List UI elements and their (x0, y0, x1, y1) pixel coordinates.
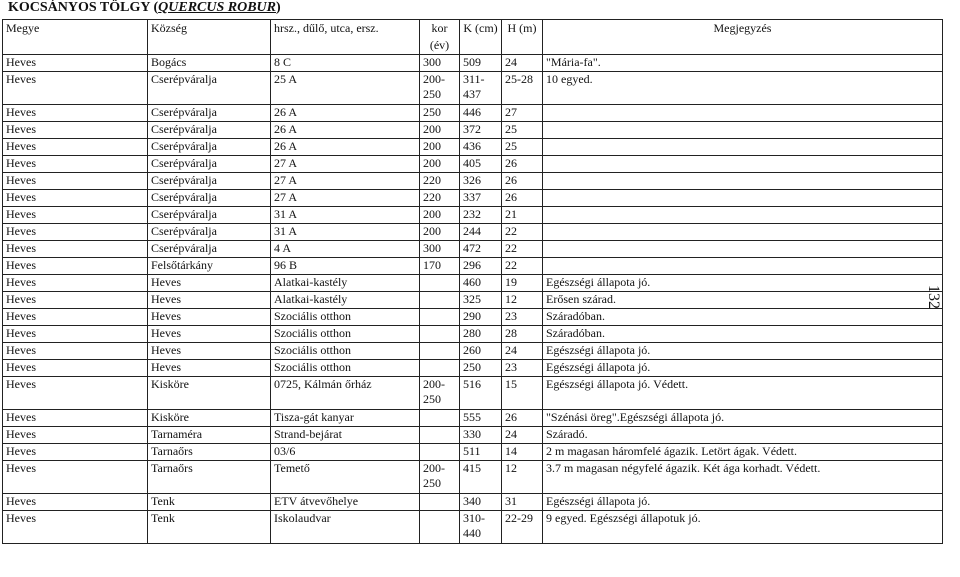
cell-hrsz: Temető (271, 461, 420, 494)
cell-megye: Heves (3, 309, 148, 326)
cell-megye: Heves (3, 461, 148, 494)
cell-kor: 250 (420, 105, 460, 122)
cell-kozseg: Tenk (148, 511, 271, 544)
cell-h: 22 (502, 241, 543, 258)
cell-megj: Száradó. (543, 427, 943, 444)
cell-h: 12 (502, 461, 543, 494)
table-row (3, 410, 943, 427)
cell-h: 22 (502, 258, 543, 275)
cell-hrsz: Iskolaudvar (271, 511, 420, 544)
cell-megj: "Szénási öreg".Egészségi állapota jó. (543, 410, 943, 427)
cell-k: 244 (460, 224, 502, 241)
cell-kor (420, 444, 460, 461)
cell-kozseg: Cserépváralja (148, 139, 271, 156)
cell-kor: 300 (420, 55, 460, 72)
table-row (3, 105, 943, 122)
cell-megye: Heves (3, 377, 148, 410)
cell-k: 250 (460, 360, 502, 377)
cell-k: 296 (460, 258, 502, 275)
table-row (3, 343, 943, 360)
cell-kozseg: Cserépváralja (148, 72, 271, 105)
cell-h: 15 (502, 377, 543, 410)
cell-kor (420, 410, 460, 427)
cell-hrsz: 27 A (271, 190, 420, 207)
cell-k: 311-437 (460, 72, 502, 105)
cell-kozseg: Tarnaméra (148, 427, 271, 444)
cell-hrsz: Strand-bejárat (271, 427, 420, 444)
table-row (3, 511, 943, 544)
cell-kozseg: Heves (148, 360, 271, 377)
cell-megj (543, 190, 943, 207)
cell-hrsz: Alatkai-kastély (271, 275, 420, 292)
cell-megj: Száradóban. (543, 309, 943, 326)
cell-megye: Heves (3, 275, 148, 292)
cell-hrsz: Alatkai-kastély (271, 292, 420, 309)
table-row (3, 377, 943, 410)
table-row (3, 258, 943, 275)
cell-megye: Heves (3, 224, 148, 241)
title-latin-name: QUERCUS ROBUR (158, 0, 277, 15)
cell-kozseg: Heves (148, 343, 271, 360)
cell-kor (420, 343, 460, 360)
cell-megye: Heves (3, 72, 148, 105)
cell-h: 24 (502, 343, 543, 360)
cell-k: 516 (460, 377, 502, 410)
cell-kor: 200 (420, 139, 460, 156)
table-row (3, 207, 943, 224)
table-row (3, 461, 943, 494)
cell-megj: 3.7 m magasan négyfelé ágazik. Két ága korhadt. Védett. (543, 461, 943, 494)
cell-h: 24 (502, 55, 543, 72)
cell-megj: Egészségi állapota jó. (543, 343, 943, 360)
cell-megj (543, 139, 943, 156)
cell-megj (543, 156, 943, 173)
cell-k: 340 (460, 494, 502, 511)
cell-kozseg: Heves (148, 292, 271, 309)
cell-megj (543, 173, 943, 190)
cell-kor: 220 (420, 173, 460, 190)
cell-megj: Száradóban. (543, 326, 943, 343)
cell-megj: 10 egyed. (543, 72, 943, 105)
cell-kozseg: Cserépváralja (148, 173, 271, 190)
cell-megye: Heves (3, 173, 148, 190)
cell-k: 326 (460, 173, 502, 190)
cell-kor (420, 427, 460, 444)
cell-kozseg: Cserépváralja (148, 122, 271, 139)
title-close: ) (276, 0, 281, 15)
cell-kor (420, 326, 460, 343)
cell-kor: 220 (420, 190, 460, 207)
title-main: KOCSÁNYOS TÖLGY ( (8, 0, 159, 15)
cell-h: 27 (502, 105, 543, 122)
cell-hrsz: 4 A (271, 241, 420, 258)
header-row (3, 20, 943, 55)
cell-megj: Egészségi állapota jó. (543, 275, 943, 292)
cell-kor: 200 (420, 122, 460, 139)
cell-megj: Egészségi állapota jó. (543, 360, 943, 377)
cell-hrsz: 26 A (271, 105, 420, 122)
table-row (3, 173, 943, 190)
table-row (3, 139, 943, 156)
table-row (3, 309, 943, 326)
cell-megye: Heves (3, 122, 148, 139)
cell-megye: Heves (3, 292, 148, 309)
cell-kozseg: Cserépváralja (148, 241, 271, 258)
cell-h: 26 (502, 173, 543, 190)
cell-megj: 2 m magasan háromfelé ágazik. Letört ágak. Védett. (543, 444, 943, 461)
cell-hrsz: 31 A (271, 207, 420, 224)
cell-h: 19 (502, 275, 543, 292)
cell-kozseg: Tarnaőrs (148, 461, 271, 494)
cell-h: 26 (502, 410, 543, 427)
cell-h: 28 (502, 326, 543, 343)
cell-hrsz: Szociális otthon (271, 343, 420, 360)
cell-kor (420, 360, 460, 377)
cell-megye: Heves (3, 105, 148, 122)
cell-h: 31 (502, 494, 543, 511)
table-row (3, 494, 943, 511)
cell-megye: Heves (3, 410, 148, 427)
cell-kor (420, 275, 460, 292)
cell-megj: "Mária-fa". (543, 55, 943, 72)
cell-hrsz: 26 A (271, 122, 420, 139)
cell-k: 436 (460, 139, 502, 156)
cell-hrsz: 27 A (271, 173, 420, 190)
cell-k: 555 (460, 410, 502, 427)
cell-megj: 9 egyed. Egészségi állapotuk jó. (543, 511, 943, 544)
header-k: K (cm) (460, 20, 502, 55)
cell-h: 23 (502, 309, 543, 326)
table-row (3, 122, 943, 139)
cell-hrsz: 27 A (271, 156, 420, 173)
cell-kozseg: Bogács (148, 55, 271, 72)
cell-kozseg: Cserépváralja (148, 207, 271, 224)
table-row (3, 72, 943, 105)
cell-hrsz: 8 C (271, 55, 420, 72)
cell-kor: 200-250 (420, 72, 460, 105)
cell-kor: 200-250 (420, 377, 460, 410)
cell-hrsz: 25 A (271, 72, 420, 105)
cell-megye: Heves (3, 55, 148, 72)
cell-megj (543, 105, 943, 122)
table-row (3, 241, 943, 258)
header-megjegyzes: Megjegyzés (543, 20, 943, 55)
cell-hrsz: Szociális otthon (271, 326, 420, 343)
cell-kozseg: Cserépváralja (148, 105, 271, 122)
header-kozseg: Község (148, 20, 271, 55)
cell-megye: Heves (3, 207, 148, 224)
cell-kor (420, 494, 460, 511)
table-row (3, 190, 943, 207)
cell-kor (420, 292, 460, 309)
cell-kozseg: Cserépváralja (148, 224, 271, 241)
cell-megj (543, 207, 943, 224)
cell-megj (543, 241, 943, 258)
header-h: H (m) (502, 20, 543, 55)
cell-k: 511 (460, 444, 502, 461)
cell-k: 509 (460, 55, 502, 72)
cell-k: 415 (460, 461, 502, 494)
cell-kozseg: Heves (148, 275, 271, 292)
cell-megj: Erősen szárad. (543, 292, 943, 309)
cell-hrsz: 31 A (271, 224, 420, 241)
cell-k: 260 (460, 343, 502, 360)
cell-k: 325 (460, 292, 502, 309)
cell-megye: Heves (3, 258, 148, 275)
cell-kozseg: Kisköre (148, 377, 271, 410)
cell-h: 26 (502, 190, 543, 207)
cell-kor: 200-250 (420, 461, 460, 494)
cell-h: 25-28 (502, 72, 543, 105)
cell-kozseg: Kisköre (148, 410, 271, 427)
cell-h: 24 (502, 427, 543, 444)
cell-h: 22-29 (502, 511, 543, 544)
cell-k: 310-440 (460, 511, 502, 544)
cell-h: 23 (502, 360, 543, 377)
cell-megye: Heves (3, 343, 148, 360)
cell-h: 21 (502, 207, 543, 224)
page-title (8, 0, 281, 16)
cell-k: 330 (460, 427, 502, 444)
cell-k: 372 (460, 122, 502, 139)
cell-h: 26 (502, 156, 543, 173)
cell-kor (420, 309, 460, 326)
cell-megye: Heves (3, 511, 148, 544)
cell-hrsz: Tisza-gát kanyar (271, 410, 420, 427)
cell-kozseg: Cserépváralja (148, 190, 271, 207)
cell-kozseg: Heves (148, 309, 271, 326)
cell-megj: Egészségi állapota jó. Védett. (543, 377, 943, 410)
cell-h: 25 (502, 139, 543, 156)
cell-k: 472 (460, 241, 502, 258)
cell-megye: Heves (3, 139, 148, 156)
cell-k: 280 (460, 326, 502, 343)
cell-k: 405 (460, 156, 502, 173)
cell-kor: 200 (420, 207, 460, 224)
cell-megj (543, 122, 943, 139)
cell-h: 25 (502, 122, 543, 139)
table-row (3, 292, 943, 309)
cell-megye: Heves (3, 156, 148, 173)
cell-megye: Heves (3, 190, 148, 207)
cell-k: 337 (460, 190, 502, 207)
cell-kor: 300 (420, 241, 460, 258)
cell-megye: Heves (3, 444, 148, 461)
cell-megye: Heves (3, 241, 148, 258)
cell-k: 232 (460, 207, 502, 224)
tree-table (2, 19, 943, 544)
cell-hrsz: Szociális otthon (271, 309, 420, 326)
cell-h: 22 (502, 224, 543, 241)
cell-hrsz: 26 A (271, 139, 420, 156)
cell-kor: 200 (420, 224, 460, 241)
cell-kor (420, 511, 460, 544)
cell-k: 460 (460, 275, 502, 292)
cell-megye: Heves (3, 360, 148, 377)
cell-hrsz: 96 B (271, 258, 420, 275)
table-row (3, 427, 943, 444)
table-row (3, 326, 943, 343)
table-row (3, 360, 943, 377)
cell-hrsz: ETV átvevőhelye (271, 494, 420, 511)
cell-kozseg: Cserépváralja (148, 156, 271, 173)
cell-hrsz: 0725, Kálmán őrház (271, 377, 420, 410)
table-row (3, 224, 943, 241)
cell-megye: Heves (3, 494, 148, 511)
cell-k: 290 (460, 309, 502, 326)
cell-kozseg: Felsőtárkány (148, 258, 271, 275)
table-row (3, 444, 943, 461)
cell-kozseg: Tenk (148, 494, 271, 511)
cell-h: 12 (502, 292, 543, 309)
table-row (3, 55, 943, 72)
header-hrsz: hrsz., dűlő, utca, ersz. (271, 20, 420, 55)
cell-hrsz: 03/6 (271, 444, 420, 461)
cell-megj (543, 224, 943, 241)
cell-megj: Egészségi állapota jó. (543, 494, 943, 511)
cell-kozseg: Tarnaőrs (148, 444, 271, 461)
cell-hrsz: Szociális otthon (271, 360, 420, 377)
table-row (3, 156, 943, 173)
cell-k: 446 (460, 105, 502, 122)
cell-megj (543, 258, 943, 275)
table-row (3, 275, 943, 292)
header-megye: Megye (3, 20, 148, 55)
page-number: 132 (925, 285, 942, 309)
cell-megye: Heves (3, 326, 148, 343)
cell-kor: 170 (420, 258, 460, 275)
cell-kozseg: Heves (148, 326, 271, 343)
header-kor: kor (év) (420, 20, 460, 55)
cell-h: 14 (502, 444, 543, 461)
cell-megye: Heves (3, 427, 148, 444)
cell-kor: 200 (420, 156, 460, 173)
